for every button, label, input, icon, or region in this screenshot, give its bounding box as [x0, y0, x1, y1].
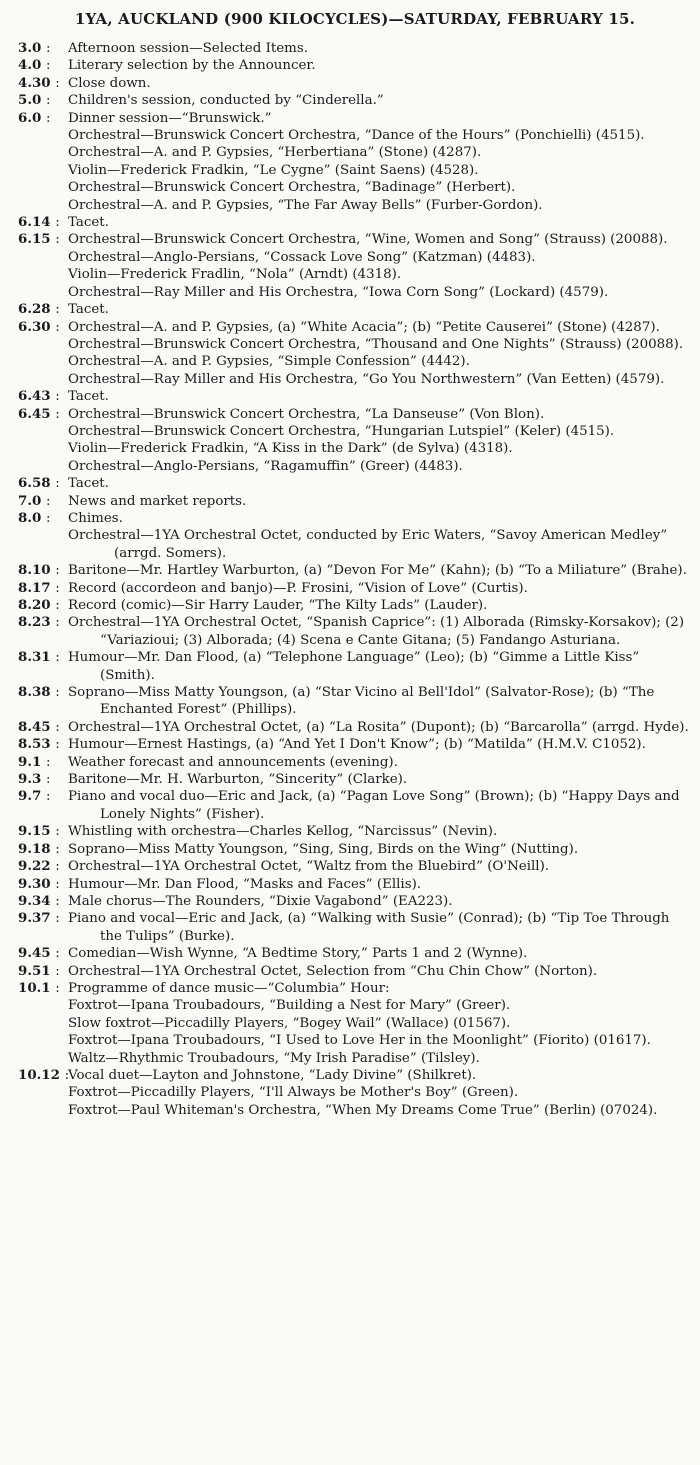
entry-item: Orchestral—Brunswick Concert Orchestra, “Hungarian Lutspiel” (Keler) (4515). — [68, 423, 615, 439]
entry-items — [68, 858, 692, 875]
entry-time-value: 5.0 — [18, 92, 42, 109]
entry-items — [68, 823, 692, 840]
entry-items — [68, 684, 692, 719]
entry-time — [18, 858, 68, 875]
entry-time — [18, 388, 68, 405]
programme-entry — [18, 649, 692, 684]
entry-item: Comedian—Wish Wynne, “A Bedtime Story,” Parts 1 and 2 (Wynne). — [68, 946, 528, 962]
time-separator: : — [55, 841, 60, 857]
programme-entry — [18, 963, 692, 980]
time-separator: : — [55, 615, 60, 631]
entry-time-value: 6.58 — [18, 475, 51, 492]
entry-time — [18, 841, 68, 858]
programme-entry — [18, 684, 692, 719]
programme-entry — [18, 92, 692, 109]
entry-items — [68, 388, 692, 405]
entry-item: Dinner session—“Brunswick.” — [68, 110, 272, 126]
entry-item: Orchestral—1YA Orchestral Octet, “Spanish Caprice”: (1) Alborada (Rimsky-Korsakov); (2) “Variazioui; (3) Alborada; (4) Scena e Cante Gitana; (5) Fandango Asturiana. — [68, 615, 685, 648]
time-separator: : — [45, 41, 51, 56]
entry-items — [68, 841, 692, 858]
entry-items — [68, 406, 692, 476]
entry-item: Piano and vocal duo—Eric and Jack, (a) “Pagan Love Song” (Brown); (b) “Happy Days and Lonely Nights” (Fisher). — [68, 789, 680, 822]
entry-item: Baritone—Mr. Hartley Warburton, (a) “Devon For Me” (Kahn); (b) “To a Miliature” (Brahe). — [68, 563, 687, 579]
entry-items — [68, 75, 692, 92]
entry-time — [18, 719, 68, 736]
entry-time-value: 8.45 — [18, 718, 51, 735]
entry-time — [18, 57, 68, 74]
entry-item: Violin—Frederick Fradkin, “A Kiss in the Dark” (de Sylva) (4318). — [68, 441, 513, 457]
entry-item: Record (comic)—Sir Harry Lauder, “The Kilty Lads” (Lauder). — [68, 598, 488, 613]
time-separator: : — [45, 754, 51, 770]
entry-time-value: 8.17 — [18, 579, 51, 596]
entry-item: Orchestral—Anglo-Persians, “Ragamuffin” (Greer) (4483). — [68, 458, 463, 474]
entry-time-value: 6.0 — [18, 109, 42, 126]
time-separator: : — [45, 789, 51, 805]
programme-entry — [18, 406, 692, 476]
entry-item: Orchestral—A. and P. Gypsies, (a) “White Acacia”; (b) “Petite Causerei” (Stone) (4287). — [68, 319, 660, 335]
time-separator: : — [45, 772, 51, 788]
entry-time-value: 8.10 — [18, 562, 51, 579]
entry-items — [68, 110, 692, 214]
entry-items — [68, 493, 692, 510]
entry-items — [68, 736, 692, 753]
entry-time — [18, 406, 68, 423]
entry-time — [18, 40, 68, 57]
entry-item: Foxtrot—Piccadilly Players, “I'll Always be Mother's Boy” (Green). — [68, 1085, 519, 1101]
entry-time — [18, 736, 68, 753]
entry-time-value: 8.20 — [18, 597, 51, 613]
entry-item: Record (accordeon and banjo)—P. Frosini, “Vision of Love” (Curtis). — [68, 580, 528, 596]
entry-time-value: 9.15 — [18, 823, 51, 840]
entry-time — [18, 754, 68, 771]
time-separator: : — [55, 232, 60, 248]
entry-items — [68, 719, 692, 736]
time-separator: : — [55, 719, 60, 735]
time-separator: : — [55, 389, 60, 405]
entry-time — [18, 614, 68, 631]
programme-entry — [18, 945, 692, 962]
entry-time — [18, 562, 68, 579]
programme-entry — [18, 614, 692, 649]
entry-items — [68, 92, 692, 109]
time-separator: : — [55, 563, 60, 579]
entry-item: Slow foxtrot—Piccadilly Players, “Bogey Wail” (Wallace) (01567). — [68, 1015, 511, 1031]
entry-item: Male chorus—The Rounders, “Dixie Vagabond” (EA223). — [68, 893, 453, 909]
entry-items — [68, 1067, 692, 1119]
entry-time-value: 8.0 — [18, 509, 42, 526]
entry-time-value: 9.18 — [18, 840, 51, 857]
entry-time — [18, 910, 68, 927]
time-separator: : — [55, 824, 60, 840]
entry-time-value: 6.28 — [18, 301, 51, 318]
entry-item: Close down. — [68, 75, 151, 91]
time-separator: : — [55, 75, 60, 91]
time-separator: : — [55, 406, 60, 422]
entry-item: Orchestral—Brunswick Concert Orchestra, “Badinage” (Herbert). — [68, 180, 516, 196]
entry-item: Baritone—Mr. H. Warburton, “Sincerity” (Clarke). — [68, 772, 408, 788]
entry-item: Orchestral—Ray Miller and His Orchestra, “Go You Northwestern” (Van Eetten) (4579). — [68, 371, 665, 387]
entry-time — [18, 510, 68, 527]
programme-entry — [18, 771, 692, 788]
entry-items — [68, 754, 692, 771]
entry-item: Humour—Ernest Hastings, (a) “And Yet I Don't Know”; (b) “Matilda” (H.M.V. C1052). — [68, 737, 646, 753]
programme-entry — [18, 980, 692, 1067]
entry-items — [68, 214, 692, 231]
entry-item: Orchestral—A. and P. Gypsies, “Simple Confession” (4442). — [68, 354, 470, 370]
entry-item: Orchestral—Ray Miller and His Orchestra, “Iowa Corn Song” (Lockard) (4579). — [68, 284, 609, 300]
entry-time-value: 6.15 — [18, 231, 51, 248]
entry-items — [68, 40, 692, 57]
entry-time — [18, 597, 68, 614]
time-separator: : — [55, 598, 60, 613]
entry-item: Foxtrot—Ipana Troubadours, “I Used to Love Her in the Moonlight” (Fiorito) (01617). — [68, 1033, 651, 1049]
entry-time-value: 3.0 — [18, 40, 42, 56]
entry-time-value: 6.30 — [18, 318, 51, 335]
page-title: 1YA, AUCKLAND (900 KILOCYCLES)—SATURDAY, FEBRUARY 15. — [74, 10, 636, 28]
time-separator: : — [45, 58, 51, 74]
entry-items — [68, 910, 692, 945]
entry-item: Orchestral—1YA Orchestral Octet, conducted by Eric Waters, “Savoy American Medley” (arrgd. Somers). — [68, 528, 668, 561]
entry-item: Tacet. — [68, 389, 109, 405]
entry-time — [18, 493, 68, 510]
entry-item: Orchestral—Anglo-Persians, “Cossack Love Song” (Katzman) (4483). — [68, 249, 536, 265]
entry-time — [18, 231, 68, 248]
programme-entry — [18, 562, 692, 579]
entry-time — [18, 771, 68, 788]
programme-entry — [18, 597, 692, 614]
entry-time-value: 9.51 — [18, 962, 51, 979]
entry-time-value: 6.43 — [18, 388, 51, 405]
entry-time-value: 4.0 — [18, 57, 42, 74]
programme-entry — [18, 876, 692, 893]
entry-items — [68, 771, 692, 788]
entry-time-value: 9.22 — [18, 858, 51, 875]
entry-time-value: 7.0 — [18, 492, 42, 509]
entry-item: Programme of dance music—“Columbia” Hour: — [68, 980, 390, 996]
programme-entry — [18, 231, 692, 301]
programme-entry — [18, 493, 692, 510]
entry-time-value: 6.14 — [18, 214, 51, 231]
time-separator: : — [55, 946, 60, 962]
entry-item: Soprano—Miss Matty Youngson, “Sing, Sing, Birds on the Wing” (Nutting). — [68, 841, 579, 857]
entry-items — [68, 301, 692, 318]
entry-item: Orchestral—1YA Orchestral Octet, “Waltz from the Bluebird” (O'Neill). — [68, 859, 550, 875]
entry-item: Whistling with orchestra—Charles Kellog, “Narcissus” (Nevin). — [68, 824, 498, 840]
entry-time-value: 4.30 — [18, 74, 51, 91]
entry-item: Violin—Frederick Fradlin, “Nola” (Arndt) (4318). — [68, 267, 402, 283]
entry-time — [18, 980, 68, 997]
entry-item: Orchestral—Brunswick Concert Orchestra, “La Danseuse” (Von Blon). — [68, 406, 545, 422]
entry-item: Orchestral—1YA Orchestral Octet, (a) “La Rosita” (Dupont); (b) “Barcarolla” (arrgd. Hyde). — [68, 719, 689, 735]
entry-items — [68, 231, 692, 301]
entry-item: Chimes. — [68, 510, 123, 526]
time-separator: : — [55, 215, 60, 231]
entry-time — [18, 945, 68, 962]
time-separator: : — [45, 110, 51, 126]
entry-item: Vocal duet—Layton and Johnstone, “Lady Divine” (Shilkret). — [68, 1067, 477, 1083]
time-separator: : — [55, 580, 60, 596]
entry-items — [68, 788, 692, 823]
entry-item: Orchestral—Brunswick Concert Orchestra, “Dance of the Hours” (Ponchielli) (4515). — [68, 128, 645, 144]
entry-item: Humour—Mr. Dan Flood, (a) “Telephone Language” (Leo); (b) “Gimme a Little Kiss” (Smith). — [68, 650, 640, 683]
entry-items — [68, 614, 692, 649]
entry-time-value: 8.38 — [18, 684, 51, 701]
entry-time — [18, 649, 68, 666]
entry-time — [18, 1067, 68, 1084]
entry-item: Humour—Mr. Dan Flood, “Masks and Faces” (Ellis). — [68, 876, 422, 892]
entry-item: Foxtrot—Paul Whiteman's Orchestra, “When My Dreams Come True” (Berlin) (07024). — [68, 1102, 658, 1118]
entry-time — [18, 214, 68, 231]
programme-entry — [18, 719, 692, 736]
entry-items — [68, 893, 692, 910]
entry-item: Piano and vocal—Eric and Jack, (a) “Walking with Susie” (Conrad); (b) “Tip Toe Through the Tulips” (Burke). — [68, 911, 670, 944]
entry-time-value: 9.45 — [18, 945, 51, 962]
programme-entry — [18, 1067, 692, 1119]
programme-entry — [18, 788, 692, 823]
entry-time-value: 9.7 — [18, 788, 42, 805]
programme-entry — [18, 736, 692, 753]
entry-time-value: 9.1 — [18, 753, 42, 770]
entry-item: Tacet. — [68, 215, 109, 231]
entry-items — [68, 980, 692, 1067]
entry-time-value: 9.37 — [18, 910, 51, 927]
programme-entry — [18, 475, 692, 492]
entry-items — [68, 597, 692, 614]
entry-time-value: 8.31 — [18, 649, 51, 666]
entry-items — [68, 562, 692, 579]
entry-item: Tacet. — [68, 302, 109, 318]
entry-item: Soprano—Miss Matty Youngson, (a) “Star Vicino al Bell'Idol” (Salvator-Rose); (b) “The Enchanted Forest” (Phillips). — [68, 685, 655, 718]
entry-item: News and market reports. — [68, 493, 247, 509]
time-separator: : — [55, 893, 60, 909]
entry-item: Orchestral—A. and P. Gypsies, “The Far Away Bells” (Furber-Gordon). — [68, 197, 543, 213]
entry-time-value: 9.30 — [18, 875, 51, 892]
time-separator: : — [55, 685, 60, 701]
entry-time — [18, 876, 68, 893]
entry-item: Children's session, conducted by “Cinderella.” — [68, 93, 384, 109]
programme-entry — [18, 214, 692, 231]
programme-entry — [18, 910, 692, 945]
entry-items — [68, 649, 692, 684]
entry-item: Foxtrot—Ipana Troubadours, “Building a Nest for Mary” (Greer). — [68, 998, 511, 1014]
entry-item: Orchestral—A. and P. Gypsies, “Herbertiana” (Stone) (4287). — [68, 145, 482, 161]
programme-entry — [18, 40, 692, 57]
programme-entry — [18, 754, 692, 771]
entry-item: Literary selection by the Announcer. — [68, 58, 316, 74]
programme-entry — [18, 301, 692, 318]
programme-entry — [18, 319, 692, 389]
entry-item: Weather forecast and announcements (evening). — [68, 754, 398, 770]
entry-time — [18, 580, 68, 597]
entry-time-value: 6.45 — [18, 405, 51, 422]
entry-time — [18, 963, 68, 980]
time-separator: : — [45, 510, 51, 526]
programme-listing — [18, 40, 692, 1119]
entry-time — [18, 319, 68, 336]
entry-time — [18, 92, 68, 109]
time-separator: : — [55, 963, 60, 979]
programme-entry — [18, 858, 692, 875]
time-separator: : — [55, 319, 60, 335]
time-separator: : — [55, 476, 60, 492]
time-separator: : — [55, 876, 60, 892]
entry-time — [18, 823, 68, 840]
entry-time — [18, 475, 68, 492]
entry-item: Tacet. — [68, 476, 109, 492]
time-separator: : — [55, 911, 60, 927]
entry-items — [68, 945, 692, 962]
programme-entry — [18, 841, 692, 858]
entry-time-value: 9.34 — [18, 892, 51, 909]
entry-items — [68, 580, 692, 597]
entry-time — [18, 788, 68, 805]
entry-item: Afternoon session—Selected Items. — [68, 41, 308, 56]
entry-items — [68, 876, 692, 893]
programme-entry — [18, 823, 692, 840]
programme-entry — [18, 510, 692, 562]
time-separator: : — [55, 650, 60, 666]
entry-item: Waltz—Rhythmic Troubadours, “My Irish Paradise” (Tilsley). — [68, 1050, 480, 1066]
entry-time — [18, 684, 68, 701]
entry-items — [68, 319, 692, 389]
entry-time — [18, 75, 68, 92]
programme-entry — [18, 75, 692, 92]
programme-entry — [18, 388, 692, 405]
time-separator: : — [55, 302, 60, 318]
entry-time-value: 10.12 — [18, 1066, 60, 1083]
programme-entry — [18, 580, 692, 597]
programme-entry — [18, 57, 692, 74]
entry-items — [68, 963, 692, 980]
entry-item: Orchestral—Brunswick Concert Orchestra, “Thousand and One Nights” (Strauss) (20088). — [68, 336, 684, 352]
entry-time-value: 8.53 — [18, 736, 51, 753]
entry-items — [68, 57, 692, 74]
time-separator: : — [45, 493, 51, 509]
entry-items — [68, 475, 692, 492]
entry-time — [18, 893, 68, 910]
entry-time-value: 10.1 — [18, 979, 51, 996]
entry-time-value: 9.3 — [18, 771, 42, 788]
entry-time — [18, 110, 68, 127]
entry-item: Orchestral—1YA Orchestral Octet, Selection from “Chu Chin Chow” (Norton). — [68, 963, 598, 979]
programme-entry — [18, 893, 692, 910]
time-separator: : — [55, 859, 60, 875]
entry-item: Orchestral—Brunswick Concert Orchestra, “Wine, Women and Song” (Strauss) (20088). — [68, 232, 668, 248]
time-separator: : — [64, 1067, 70, 1083]
time-separator: : — [45, 93, 51, 109]
entry-time-value: 8.23 — [18, 614, 51, 631]
entry-items — [68, 510, 692, 562]
entry-time — [18, 301, 68, 318]
programme-entry — [18, 110, 692, 214]
time-separator: : — [55, 980, 60, 996]
time-separator: : — [55, 737, 60, 753]
entry-item: Violin—Frederick Fradkin, “Le Cygne” (Saint Saens) (4528). — [68, 162, 479, 178]
